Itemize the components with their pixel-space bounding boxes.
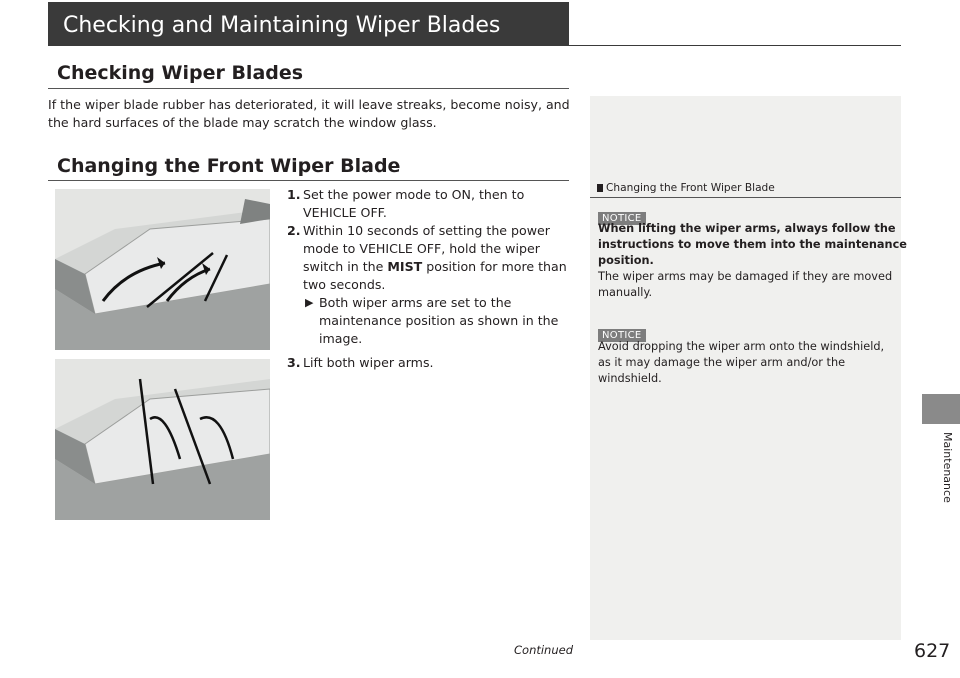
notice-label: NOTICE [598,212,646,225]
section-heading-changing: Changing the Front Wiper Blade [57,155,401,177]
paragraph-line: If the wiper blade rubber has deteriorated, it will leave streaks, become noisy, and [48,97,570,112]
step-2 [287,222,577,348]
step-line: Lift both wiper arms. [303,355,434,370]
windshield-illustration [55,189,270,350]
chapter-tab-label: Maintenance [941,432,954,503]
notice-line: Avoid dropping the wiper arm onto the windshield, [598,340,885,353]
page-number: 627 [914,640,951,662]
section-heading-checking: Checking Wiper Blades [57,62,304,84]
continued-label: Continued [514,643,574,657]
notice-bold-line: When lifting the wiper arms, always follow the [598,222,896,235]
step-line: mode to VEHICLE OFF, hold the wiper [303,241,540,256]
section-rule [48,180,569,181]
chapter-tab [922,394,960,424]
step-line [303,258,577,276]
step-line: Within 10 seconds of setting the power [303,223,550,238]
step-number: 2. [287,223,301,238]
result-line: image. [319,331,363,346]
step-line: VEHICLE OFF. [303,205,387,220]
notice-bold-line: instructions to move them into the maintenance [598,238,907,251]
page-title: Checking and Maintaining Wiper Blades [63,13,501,38]
notice-label: NOTICE [598,329,646,342]
windshield-lifted-illustration [55,359,270,520]
step-result [303,294,577,348]
step-line: two seconds. [303,277,386,292]
side-note-title [597,182,775,194]
wiper-image-resting [55,189,270,350]
step-number: 1. [287,187,301,202]
notice-2-text [598,339,884,387]
reference-marker-icon [597,184,603,192]
notice-bold-line: position. [598,254,654,267]
notice-line: manually. [598,286,653,299]
notice-line: windshield. [598,372,662,385]
result-arrow-icon: ▶ [305,296,314,309]
checking-paragraph [48,96,570,132]
step-text: position for more than [422,259,567,274]
step-line: Set the power mode to ON, then to [303,187,525,202]
wiper-image-lifted [55,359,270,520]
step-1 [287,186,577,222]
result-line: maintenance position as shown in the [319,313,559,328]
step-3 [287,354,577,372]
step-text: switch in the [303,259,388,274]
paragraph-line: the hard surfaces of the blade may scratch the window glass. [48,115,437,130]
step-number: 3. [287,355,301,370]
side-note-title-text: Changing the Front Wiper Blade [606,182,775,194]
result-line: Both wiper arms are set to the [319,295,512,310]
notice-1-text [598,221,907,301]
header-rule [48,45,901,46]
side-note-rule [590,197,901,198]
notice-line: The wiper arms may be damaged if they are moved [598,270,893,283]
step-list [287,186,577,372]
mist-position-label: MIST [387,259,423,274]
notice-line: as it may damage the wiper arm and/or the [598,356,846,369]
section-rule [48,88,569,89]
